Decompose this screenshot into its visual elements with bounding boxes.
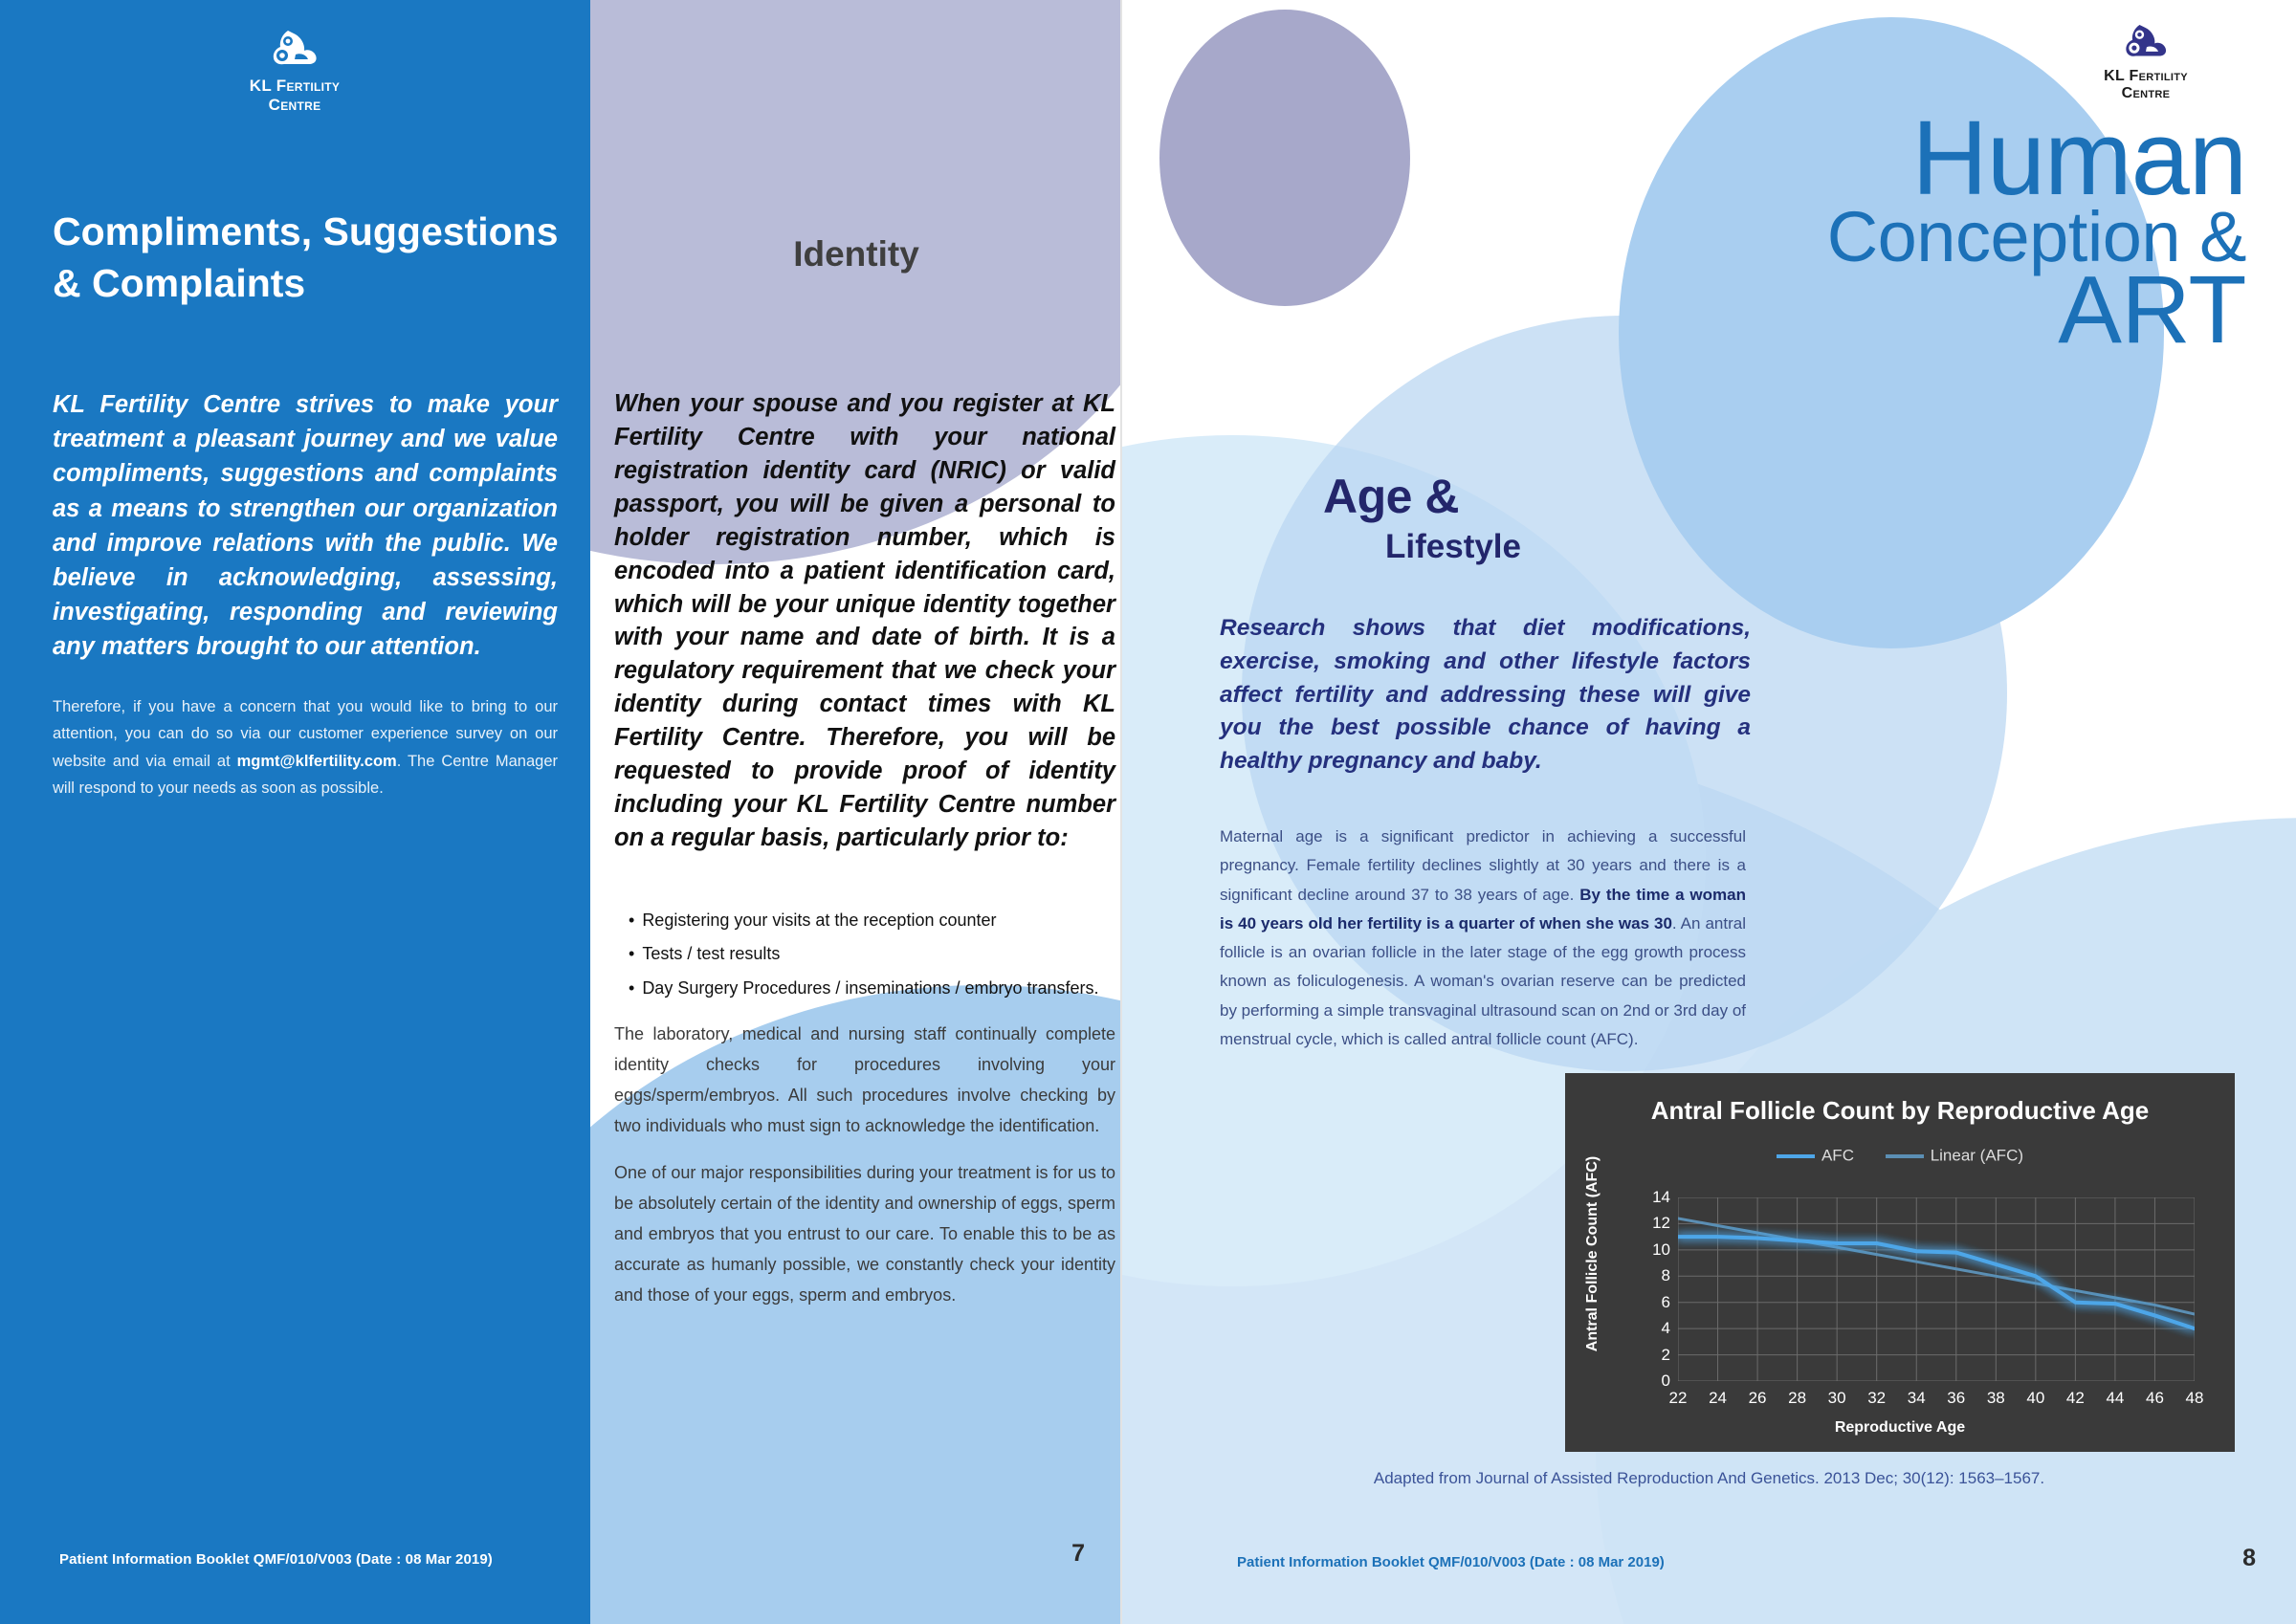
chart-x-tick: 46: [2145, 1389, 2164, 1407]
age-lead-paragraph: Research shows that diet modifications, exercise, smoking and other lifestyle factors affect fertility and addressing these will give you the best possible chance of having a healthy pregnancy and baby.: [1220, 615, 1751, 775]
chart-x-tick: 30: [1827, 1389, 1846, 1407]
chart-y-tick: 10: [1652, 1240, 1670, 1259]
section-heading-line-2: Lifestyle: [1385, 528, 1521, 565]
chart-x-tick: 22: [1668, 1389, 1688, 1407]
logo-right: [2079, 21, 2213, 102]
legend-label-afc: AFC: [1821, 1146, 1854, 1165]
chart-y-axis-label: Antral Follicle Count (AFC): [1584, 1155, 1601, 1352]
chart-x-tick: 24: [1709, 1389, 1727, 1407]
middle-page: [590, 0, 1122, 1624]
chart-y-tick: 2: [1661, 1345, 1670, 1364]
list-item: • Day Surgery Procedures / inseminations / embryo transfers.: [629, 972, 1122, 1005]
identity-paragraph-1: The laboratory, medical and nursing staff continually complete identity checks for procedures involving your eggs/sperm/embryos. All such procedures involve checking by two individuals who must sign to acknowledge the identification.: [614, 1024, 1115, 1136]
left-title-line-1: Compliments, Suggestions: [53, 209, 559, 253]
chart-y-tick: 0: [1661, 1372, 1670, 1390]
list-item: • Registering your visits at the reception counter: [629, 904, 1122, 937]
maternal-text-a: Maternal age is a significant predictor in achieving a successful pregnancy. Female fertility declines slightly at 30 years and there is a significant decline around 37 to 38 years of age.: [1220, 827, 1746, 904]
left-lead-paragraph: KL Fertility Centre strives to make your treatment a pleasant journey and we value compliments, suggestions and complaints as a means to strengthen our organization and improve relations with the public. We believe in acknowledging, assessing, investigating, responding and reviewing any matters brought to our attention.: [53, 391, 558, 661]
chart-x-axis-label: Reproductive Age: [1834, 1419, 1966, 1436]
maternal-text-b: . An antral follicle is an ovarian follicle in the later stage of the egg growth process known as foliculogenesis. A woman's ovarian reserve can be predicted by performing a simple transvaginal ultrasound scan on 2nd or 3rd day of menstrual cycle, which is called antral follicle count (AFC).: [1220, 913, 1746, 1048]
contact-email[interactable]: mgmt@klfertility.com: [236, 752, 397, 770]
chart-y-tick: 14: [1652, 1188, 1670, 1206]
page-number-right: 8: [2242, 1545, 2256, 1571]
chart-source-caption: Adapted from Journal of Assisted Reproduction And Genetics. 2013 Dec; 30(12): 1563–1567.: [1373, 1469, 2045, 1487]
left-note-paragraph: [53, 693, 558, 802]
logo-wordmark: KL Fertility Centre: [2104, 68, 2188, 101]
legend-item-afc: [1777, 1146, 1854, 1166]
middle-page-title: Identity: [793, 234, 919, 274]
chart-x-tick: 32: [1867, 1389, 1887, 1407]
chart-x-tick: 34: [1907, 1389, 1926, 1407]
legend-label-linear-afc: Linear (AFC): [1930, 1146, 2024, 1165]
left-page: [0, 0, 590, 1624]
hero-title-line-3: ART: [2058, 255, 2246, 363]
identity-lead-paragraph: When your spouse and you register at KL Fertility Centre with your national registration identity card (NRIC) or valid passport, you will be given a personal to holder registration number, which is encoded into a patient identification card, which will be your unique identity together with your name and date of birth. It is a regulatory requirement that we check your identity during contact times with KL Fertility Centre. Therefore, you will be requested to provide proof of identity including your KL Fertility Centre number on a regular basis, particularly prior to:: [614, 390, 1115, 851]
chart-x-tick: 42: [2065, 1389, 2085, 1407]
hero-title-line-2: Conception &: [1826, 196, 2246, 276]
fertility-embryo-logo-icon: [267, 27, 322, 75]
chart-x-tick: 48: [2185, 1389, 2204, 1407]
chart-x-tick: 26: [1748, 1389, 1767, 1407]
note-text-before: Therefore, if you have a concern that you would like to bring to our attention, you can do so via our customer experience survey on our website and via email at: [53, 698, 558, 770]
right-page-content: [1122, 0, 2296, 1624]
chart-legend: [1565, 1146, 2235, 1166]
chart-title: Antral Follicle Count by Reproductive Age: [1650, 1096, 2150, 1125]
legend-swatch-linear-afc: [1886, 1154, 1924, 1158]
page-number-left: 7: [1071, 1540, 1085, 1567]
chart-svg: [1678, 1197, 2195, 1381]
identity-bullet-list: [629, 904, 1122, 1005]
middle-page-content: [590, 0, 1122, 1624]
logo-wordmark: KL Fertility Centre: [249, 77, 341, 114]
list-item: • Tests / test results: [629, 937, 1122, 971]
left-title-line-2: & Complaints: [53, 261, 306, 306]
chart-series-linear-afc: [1678, 1218, 2195, 1314]
logo-left: [228, 27, 362, 115]
chart-plot-area: [1678, 1197, 2195, 1381]
chart-y-tick: 8: [1661, 1266, 1670, 1285]
chart-series-afc: [1678, 1237, 2195, 1328]
left-page-title: [53, 206, 569, 309]
chart-y-tick: 6: [1661, 1292, 1670, 1311]
chart-y-tick: 12: [1652, 1214, 1670, 1233]
section-heading-age-lifestyle: [1123, 469, 1659, 566]
section-heading-line-1: Age &: [1323, 470, 1459, 523]
left-footer-text: Patient Information Booklet QMF/010/V003 (Date : 08 Mar 2019): [59, 1551, 493, 1568]
legend-item-linear-afc: [1886, 1146, 2023, 1166]
chart-y-axis-ticks: [1624, 1190, 1670, 1389]
chart-x-tick: 40: [2026, 1389, 2045, 1407]
maternal-text-highlight: By the time a woman is 40 years old her fertility is a quarter of when she was 30: [1220, 885, 1746, 933]
hero-title: [1653, 99, 2246, 363]
fertility-embryo-logo-icon: [2120, 21, 2172, 66]
chart-x-axis-ticks: [1668, 1389, 2204, 1412]
chart-x-tick: 38: [1986, 1389, 2005, 1407]
afc-chart: [1565, 1073, 2235, 1452]
chart-x-tick: 36: [1947, 1389, 1966, 1407]
chart-x-tick: 28: [1788, 1389, 1807, 1407]
note-text-after: . The Centre Manager will respond to your needs as soon as possible.: [53, 752, 558, 798]
legend-swatch-afc: [1777, 1154, 1815, 1158]
hero-title-line-1: Human: [1911, 99, 2246, 217]
chart-y-tick: 4: [1661, 1319, 1670, 1338]
right-page: [1122, 0, 2296, 1624]
identity-paragraph-2: One of our major responsibilities during your treatment is for us to be absolutely certain of the identity and ownership of eggs, sperm and embryos that you entrust to our care. To enable this to be as accurate as humanly possible, we constantly check your identity and those of your eggs, sperm and embryos.: [614, 1163, 1115, 1306]
right-footer-text: Patient Information Booklet QMF/010/V003 (Date : 08 Mar 2019): [1237, 1554, 1665, 1570]
chart-x-tick: 44: [2106, 1389, 2125, 1407]
maternal-age-paragraph: [1220, 823, 1746, 1054]
